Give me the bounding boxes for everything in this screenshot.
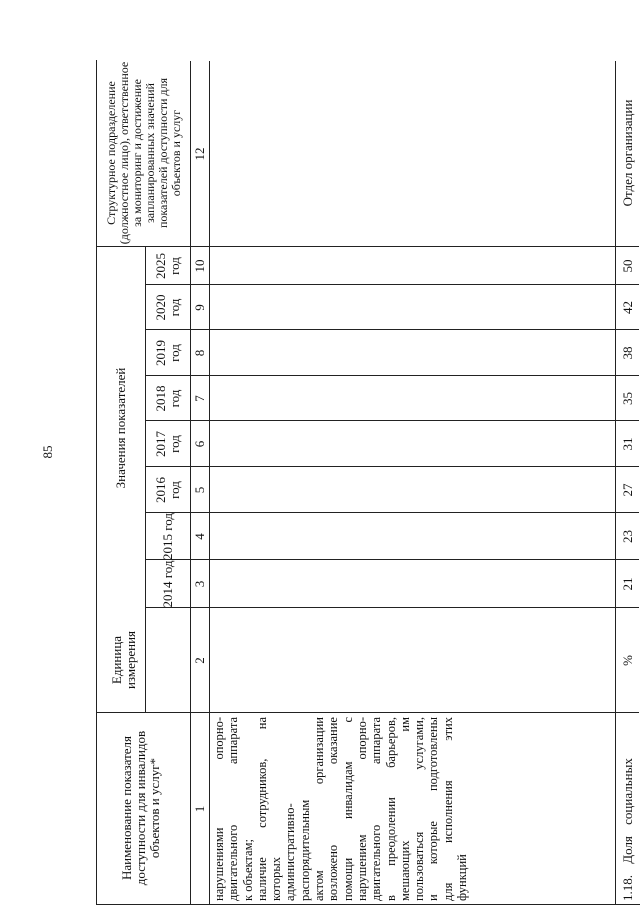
col-num-7: 7	[191, 395, 207, 402]
header-values-group: Значения показателей	[112, 367, 128, 489]
col-num-1: 1	[191, 805, 207, 813]
continuation-line: возложено оказание	[326, 717, 341, 901]
continuation-line: которых	[269, 857, 284, 901]
col-rule-2	[145, 607, 639, 608]
rotated-table-area	[96, 60, 640, 905]
header-year-2019: 2019 год	[152, 340, 182, 366]
row-1-18-value-2020: 42	[619, 301, 635, 314]
col-num-12: 12	[191, 147, 207, 161]
row-1-18-value-2019: 38	[619, 346, 635, 360]
header-unit: Единица измерения	[109, 630, 138, 690]
continuation-line: двигательного аппарата	[369, 717, 384, 901]
row-1-18-value-2018: 35	[619, 392, 635, 405]
col-rule-9	[145, 284, 639, 285]
row-1-18-value-2017: 31	[619, 437, 635, 451]
continuation-line: распорядительным	[297, 799, 312, 901]
header-year-2017: 2017 год	[152, 431, 182, 457]
numbers-bottom-rule	[209, 61, 210, 905]
continuation-line: наличие сотрудников, на	[254, 717, 269, 901]
header-year-2016: 2016 год	[152, 477, 182, 503]
col-rule-6	[145, 420, 639, 421]
continuation-line: нарушением опорно-	[354, 717, 369, 901]
col-num-8: 8	[191, 349, 207, 357]
col-rule-4	[145, 512, 639, 513]
col-num-5: 5	[191, 486, 207, 494]
row-1-18-value-2016: 27	[619, 483, 635, 497]
col-num-9: 9	[191, 304, 207, 311]
col-num-10: 10	[191, 259, 207, 273]
header-responsible: Структурное подразделение (должностное лицо), ответственное за мониторинг и достижение запланированных значений показателей доступности для объектов и услуг	[104, 61, 183, 245]
header-year-2018: 2018 год	[152, 385, 182, 412]
col-rule-8	[145, 329, 639, 330]
continuation-line: помощи инвалидам с	[340, 717, 355, 901]
continuation-line: нарушениями опорно-	[212, 717, 226, 901]
continuation-line: к объектам;	[240, 839, 255, 901]
row-1-18-unit: %	[619, 655, 635, 666]
col-num-3: 3	[191, 580, 207, 588]
header-year-2020: 2020 год	[152, 294, 182, 321]
col-num-4: 4	[191, 533, 207, 540]
header-name: Наименование показателя доступности для инвалидов объектов и услуг*	[119, 730, 162, 886]
table-sheet	[96, 60, 640, 905]
continuation-line: актом организации	[312, 717, 327, 901]
col-num-2: 2	[191, 657, 207, 664]
header-year-2025: 2025 год	[152, 253, 182, 279]
continuation-line: двигательного аппарата	[226, 717, 241, 901]
header-year-2014: 2014 год	[159, 560, 175, 608]
continuation-line: в преодолении барьеров,	[383, 717, 398, 901]
continuation-line: мешающих им	[397, 717, 412, 901]
continuation-line: для исполнения этих	[440, 717, 455, 901]
col-rule-3	[145, 559, 639, 560]
row-1-18-value-2014: 21	[619, 577, 635, 591]
continuation-line: пользоваться услугами,	[412, 717, 427, 901]
row-1-18-value-2025: 50	[619, 259, 635, 273]
row-1-18-value-2015: 23	[619, 530, 635, 543]
row-1-18-name: 1.18. Доля социальных	[619, 758, 635, 901]
col-rule-5	[145, 466, 639, 467]
continuation-line: административно-	[283, 803, 298, 901]
col-rule-7	[145, 375, 639, 376]
continuation-line: функций	[455, 854, 470, 901]
col-num-6: 6	[191, 440, 207, 448]
continuation-line: и которые подготовлены	[426, 717, 441, 901]
header-year-2015: 2015 год	[159, 513, 175, 560]
col-rule-1	[96, 712, 639, 713]
row-1-18-responsible: Отдел организации	[619, 99, 635, 207]
page-number: 85	[40, 445, 55, 459]
continuation-text	[212, 717, 469, 901]
